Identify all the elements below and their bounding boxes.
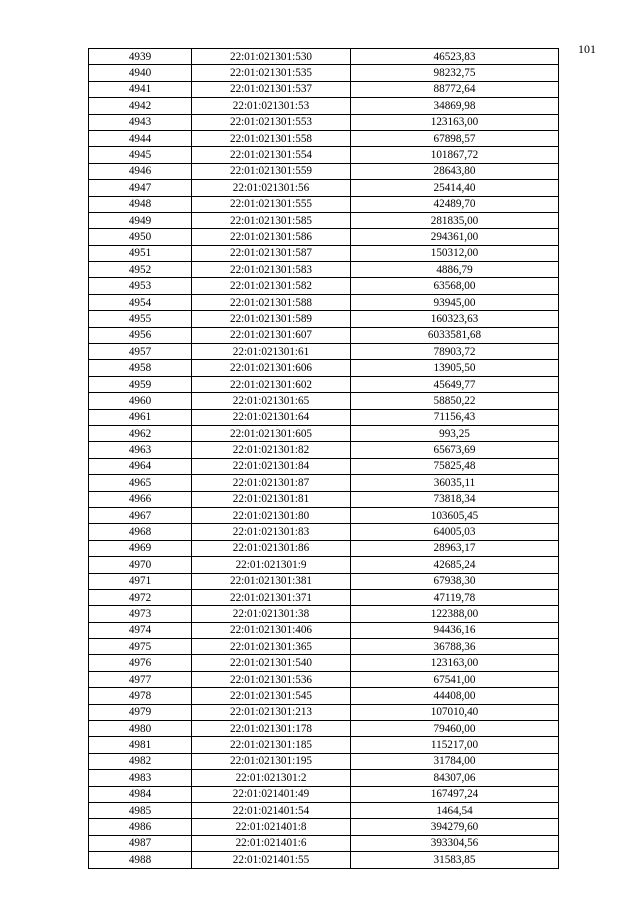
cadastral-number-cell: 22:01:021401:49 (192, 786, 351, 802)
cadastral-number-cell: 22:01:021301:607 (192, 327, 351, 343)
table-row (89, 802, 559, 818)
cadastral-number-cell: 22:01:021301:553 (192, 114, 351, 130)
cadastral-number-cell: 22:01:021301:530 (192, 49, 351, 65)
cadastral-number-cell: 22:01:021301:582 (192, 278, 351, 294)
cadastral-number-cell: 22:01:021301:588 (192, 294, 351, 310)
cadastral-number-cell: 22:01:021301:185 (192, 737, 351, 753)
row-number-cell: 4966 (89, 491, 192, 507)
row-number-cell: 4984 (89, 786, 192, 802)
cadastral-number-cell: 22:01:021301:195 (192, 753, 351, 769)
cadastral-number-cell: 22:01:021301:56 (192, 180, 351, 196)
table-row (89, 491, 559, 507)
row-number-cell: 4968 (89, 524, 192, 540)
table-row (89, 65, 559, 81)
value-cell: 1464,54 (351, 802, 559, 818)
cadastral-number-cell: 22:01:021301:365 (192, 639, 351, 655)
table-row (89, 311, 559, 327)
table-row (89, 425, 559, 441)
cadastral-number-cell: 22:01:021301:583 (192, 262, 351, 278)
cadastral-number-cell: 22:01:021301:554 (192, 147, 351, 163)
row-number-cell: 4959 (89, 376, 192, 392)
cadastral-number-cell: 22:01:021301:213 (192, 704, 351, 720)
value-cell: 79460,00 (351, 721, 559, 737)
table-row (89, 262, 559, 278)
table-row (89, 737, 559, 753)
cadastral-number-cell: 22:01:021301:80 (192, 507, 351, 523)
value-cell: 42685,24 (351, 557, 559, 573)
value-cell: 393304,56 (351, 835, 559, 851)
table-row (89, 819, 559, 835)
row-number-cell: 4946 (89, 163, 192, 179)
row-number-cell: 4948 (89, 196, 192, 212)
value-cell: 160323,63 (351, 311, 559, 327)
value-cell: 123163,00 (351, 114, 559, 130)
table-row (89, 852, 559, 868)
row-number-cell: 4978 (89, 688, 192, 704)
row-number-cell: 4974 (89, 622, 192, 638)
value-cell: 78903,72 (351, 344, 559, 360)
row-number-cell: 4964 (89, 458, 192, 474)
row-number-cell: 4981 (89, 737, 192, 753)
cadastral-number-cell: 22:01:021301:587 (192, 245, 351, 261)
row-number-cell: 4949 (89, 212, 192, 228)
value-cell: 36788,36 (351, 639, 559, 655)
value-cell: 993,25 (351, 425, 559, 441)
cadastral-number-cell: 22:01:021301:536 (192, 671, 351, 687)
table-row (89, 786, 559, 802)
value-cell: 281835,00 (351, 212, 559, 228)
cadastral-number-cell: 22:01:021301:64 (192, 409, 351, 425)
table-row (89, 573, 559, 589)
cadastral-number-cell: 22:01:021401:55 (192, 852, 351, 868)
value-cell: 115217,00 (351, 737, 559, 753)
cadastral-number-cell: 22:01:021301:406 (192, 622, 351, 638)
value-cell: 73818,34 (351, 491, 559, 507)
cadastral-number-cell: 22:01:021301:555 (192, 196, 351, 212)
value-cell: 88772,64 (351, 81, 559, 97)
cadastral-number-cell: 22:01:021301:53 (192, 98, 351, 114)
cadastral-number-cell: 22:01:021301:61 (192, 344, 351, 360)
value-cell: 44408,00 (351, 688, 559, 704)
value-cell: 6033581,68 (351, 327, 559, 343)
row-number-cell: 4969 (89, 540, 192, 556)
row-number-cell: 4942 (89, 98, 192, 114)
value-cell: 101867,72 (351, 147, 559, 163)
table-row (89, 557, 559, 573)
value-cell: 25414,40 (351, 180, 559, 196)
row-number-cell: 4962 (89, 425, 192, 441)
value-cell: 98232,75 (351, 65, 559, 81)
row-number-cell: 4980 (89, 721, 192, 737)
value-cell: 294361,00 (351, 229, 559, 245)
row-number-cell: 4941 (89, 81, 192, 97)
table-row (89, 81, 559, 97)
row-number-cell: 4953 (89, 278, 192, 294)
row-number-cell: 4951 (89, 245, 192, 261)
cadastral-number-cell: 22:01:021301:178 (192, 721, 351, 737)
table-row (89, 753, 559, 769)
value-cell: 394279,60 (351, 819, 559, 835)
table-row (89, 770, 559, 786)
row-number-cell: 4947 (89, 180, 192, 196)
value-cell: 67898,57 (351, 130, 559, 146)
cadastral-number-cell: 22:01:021301:87 (192, 475, 351, 491)
table-body (89, 49, 559, 869)
value-cell: 31583,85 (351, 852, 559, 868)
value-cell: 31784,00 (351, 753, 559, 769)
cadastral-number-cell: 22:01:021301:9 (192, 557, 351, 573)
value-cell: 93945,00 (351, 294, 559, 310)
table-row (89, 49, 559, 65)
table-row (89, 360, 559, 376)
row-number-cell: 4943 (89, 114, 192, 130)
value-cell: 167497,24 (351, 786, 559, 802)
row-number-cell: 4982 (89, 753, 192, 769)
table-row (89, 458, 559, 474)
cadastral-number-cell: 22:01:021301:589 (192, 311, 351, 327)
value-cell: 71156,43 (351, 409, 559, 425)
table-row (89, 245, 559, 261)
row-number-cell: 4957 (89, 344, 192, 360)
table-row (89, 130, 559, 146)
table-row (89, 507, 559, 523)
table-row (89, 294, 559, 310)
table-row (89, 163, 559, 179)
value-cell: 67938,30 (351, 573, 559, 589)
cadastral-number-cell: 22:01:021301:585 (192, 212, 351, 228)
row-number-cell: 4963 (89, 442, 192, 458)
table-row (89, 327, 559, 343)
value-cell: 103605,45 (351, 507, 559, 523)
value-cell: 107010,40 (351, 704, 559, 720)
table-row (89, 540, 559, 556)
row-number-cell: 4944 (89, 130, 192, 146)
row-number-cell: 4945 (89, 147, 192, 163)
row-number-cell: 4961 (89, 409, 192, 425)
value-cell: 122388,00 (351, 606, 559, 622)
cadastral-number-cell: 22:01:021301:540 (192, 655, 351, 671)
table-row (89, 98, 559, 114)
cadastral-number-cell: 22:01:021301:381 (192, 573, 351, 589)
table-row (89, 524, 559, 540)
table-row (89, 606, 559, 622)
cadastral-number-cell: 22:01:021301:38 (192, 606, 351, 622)
table-row (89, 344, 559, 360)
row-number-cell: 4987 (89, 835, 192, 851)
row-number-cell: 4973 (89, 606, 192, 622)
cadastral-number-cell: 22:01:021301:86 (192, 540, 351, 556)
cadastral-number-cell: 22:01:021301:83 (192, 524, 351, 540)
value-cell: 28643,80 (351, 163, 559, 179)
table-row (89, 278, 559, 294)
value-cell: 150312,00 (351, 245, 559, 261)
row-number-cell: 4940 (89, 65, 192, 81)
cadastral-number-cell: 22:01:021301:2 (192, 770, 351, 786)
value-cell: 36035,11 (351, 475, 559, 491)
table-row (89, 475, 559, 491)
row-number-cell: 4954 (89, 294, 192, 310)
table-row (89, 639, 559, 655)
value-cell: 13905,50 (351, 360, 559, 376)
table-row (89, 589, 559, 605)
cadastral-number-cell: 22:01:021301:602 (192, 376, 351, 392)
table-row (89, 409, 559, 425)
cadastral-number-cell: 22:01:021301:535 (192, 65, 351, 81)
table-row (89, 688, 559, 704)
row-number-cell: 4988 (89, 852, 192, 868)
cadastral-number-cell: 22:01:021301:81 (192, 491, 351, 507)
row-number-cell: 4985 (89, 802, 192, 818)
row-number-cell: 4955 (89, 311, 192, 327)
row-number-cell: 4952 (89, 262, 192, 278)
row-number-cell: 4950 (89, 229, 192, 245)
table-row (89, 721, 559, 737)
cadastral-number-cell: 22:01:021301:586 (192, 229, 351, 245)
value-cell: 63568,00 (351, 278, 559, 294)
table-row (89, 229, 559, 245)
row-number-cell: 4976 (89, 655, 192, 671)
row-number-cell: 4970 (89, 557, 192, 573)
cadastral-number-cell: 22:01:021301:65 (192, 393, 351, 409)
table-row (89, 655, 559, 671)
page-number: 101 (578, 42, 596, 56)
row-number-cell: 4986 (89, 819, 192, 835)
table-row (89, 442, 559, 458)
cadastral-number-cell: 22:01:021401:6 (192, 835, 351, 851)
cadastral-number-cell: 22:01:021301:537 (192, 81, 351, 97)
value-cell: 84307,06 (351, 770, 559, 786)
row-number-cell: 4979 (89, 704, 192, 720)
table-row (89, 212, 559, 228)
cadastral-number-cell: 22:01:021301:559 (192, 163, 351, 179)
cadastral-number-cell: 22:01:021301:82 (192, 442, 351, 458)
value-cell: 58850,22 (351, 393, 559, 409)
table-row (89, 180, 559, 196)
cadastral-number-cell: 22:01:021301:84 (192, 458, 351, 474)
row-number-cell: 4971 (89, 573, 192, 589)
row-number-cell: 4983 (89, 770, 192, 786)
row-number-cell: 4958 (89, 360, 192, 376)
cadastral-number-cell: 22:01:021301:558 (192, 130, 351, 146)
value-cell: 28963,17 (351, 540, 559, 556)
row-number-cell: 4975 (89, 639, 192, 655)
value-cell: 4886,79 (351, 262, 559, 278)
cadastral-number-cell: 22:01:021301:545 (192, 688, 351, 704)
table-row (89, 704, 559, 720)
cadastral-number-cell: 22:01:021301:606 (192, 360, 351, 376)
row-number-cell: 4972 (89, 589, 192, 605)
value-cell: 42489,70 (351, 196, 559, 212)
value-cell: 65673,69 (351, 442, 559, 458)
row-number-cell: 4960 (89, 393, 192, 409)
table-row (89, 622, 559, 638)
cadastral-number-cell: 22:01:021401:8 (192, 819, 351, 835)
value-cell: 67541,00 (351, 671, 559, 687)
cadastral-number-cell: 22:01:021301:605 (192, 425, 351, 441)
table-row (89, 393, 559, 409)
row-number-cell: 4956 (89, 327, 192, 343)
value-cell: 75825,48 (351, 458, 559, 474)
table-row (89, 114, 559, 130)
value-cell: 45649,77 (351, 376, 559, 392)
row-number-cell: 4965 (89, 475, 192, 491)
row-number-cell: 4977 (89, 671, 192, 687)
value-cell: 64005,03 (351, 524, 559, 540)
row-number-cell: 4939 (89, 49, 192, 65)
table-row (89, 835, 559, 851)
value-cell: 46523,83 (351, 49, 559, 65)
row-number-cell: 4967 (89, 507, 192, 523)
cadastral-number-cell: 22:01:021301:371 (192, 589, 351, 605)
value-cell: 34869,98 (351, 98, 559, 114)
value-cell: 94436,16 (351, 622, 559, 638)
table-row (89, 376, 559, 392)
data-table (88, 48, 559, 869)
cadastral-number-cell: 22:01:021401:54 (192, 802, 351, 818)
table-row (89, 147, 559, 163)
table-row (89, 671, 559, 687)
value-cell: 123163,00 (351, 655, 559, 671)
table-row (89, 196, 559, 212)
value-cell: 47119,78 (351, 589, 559, 605)
